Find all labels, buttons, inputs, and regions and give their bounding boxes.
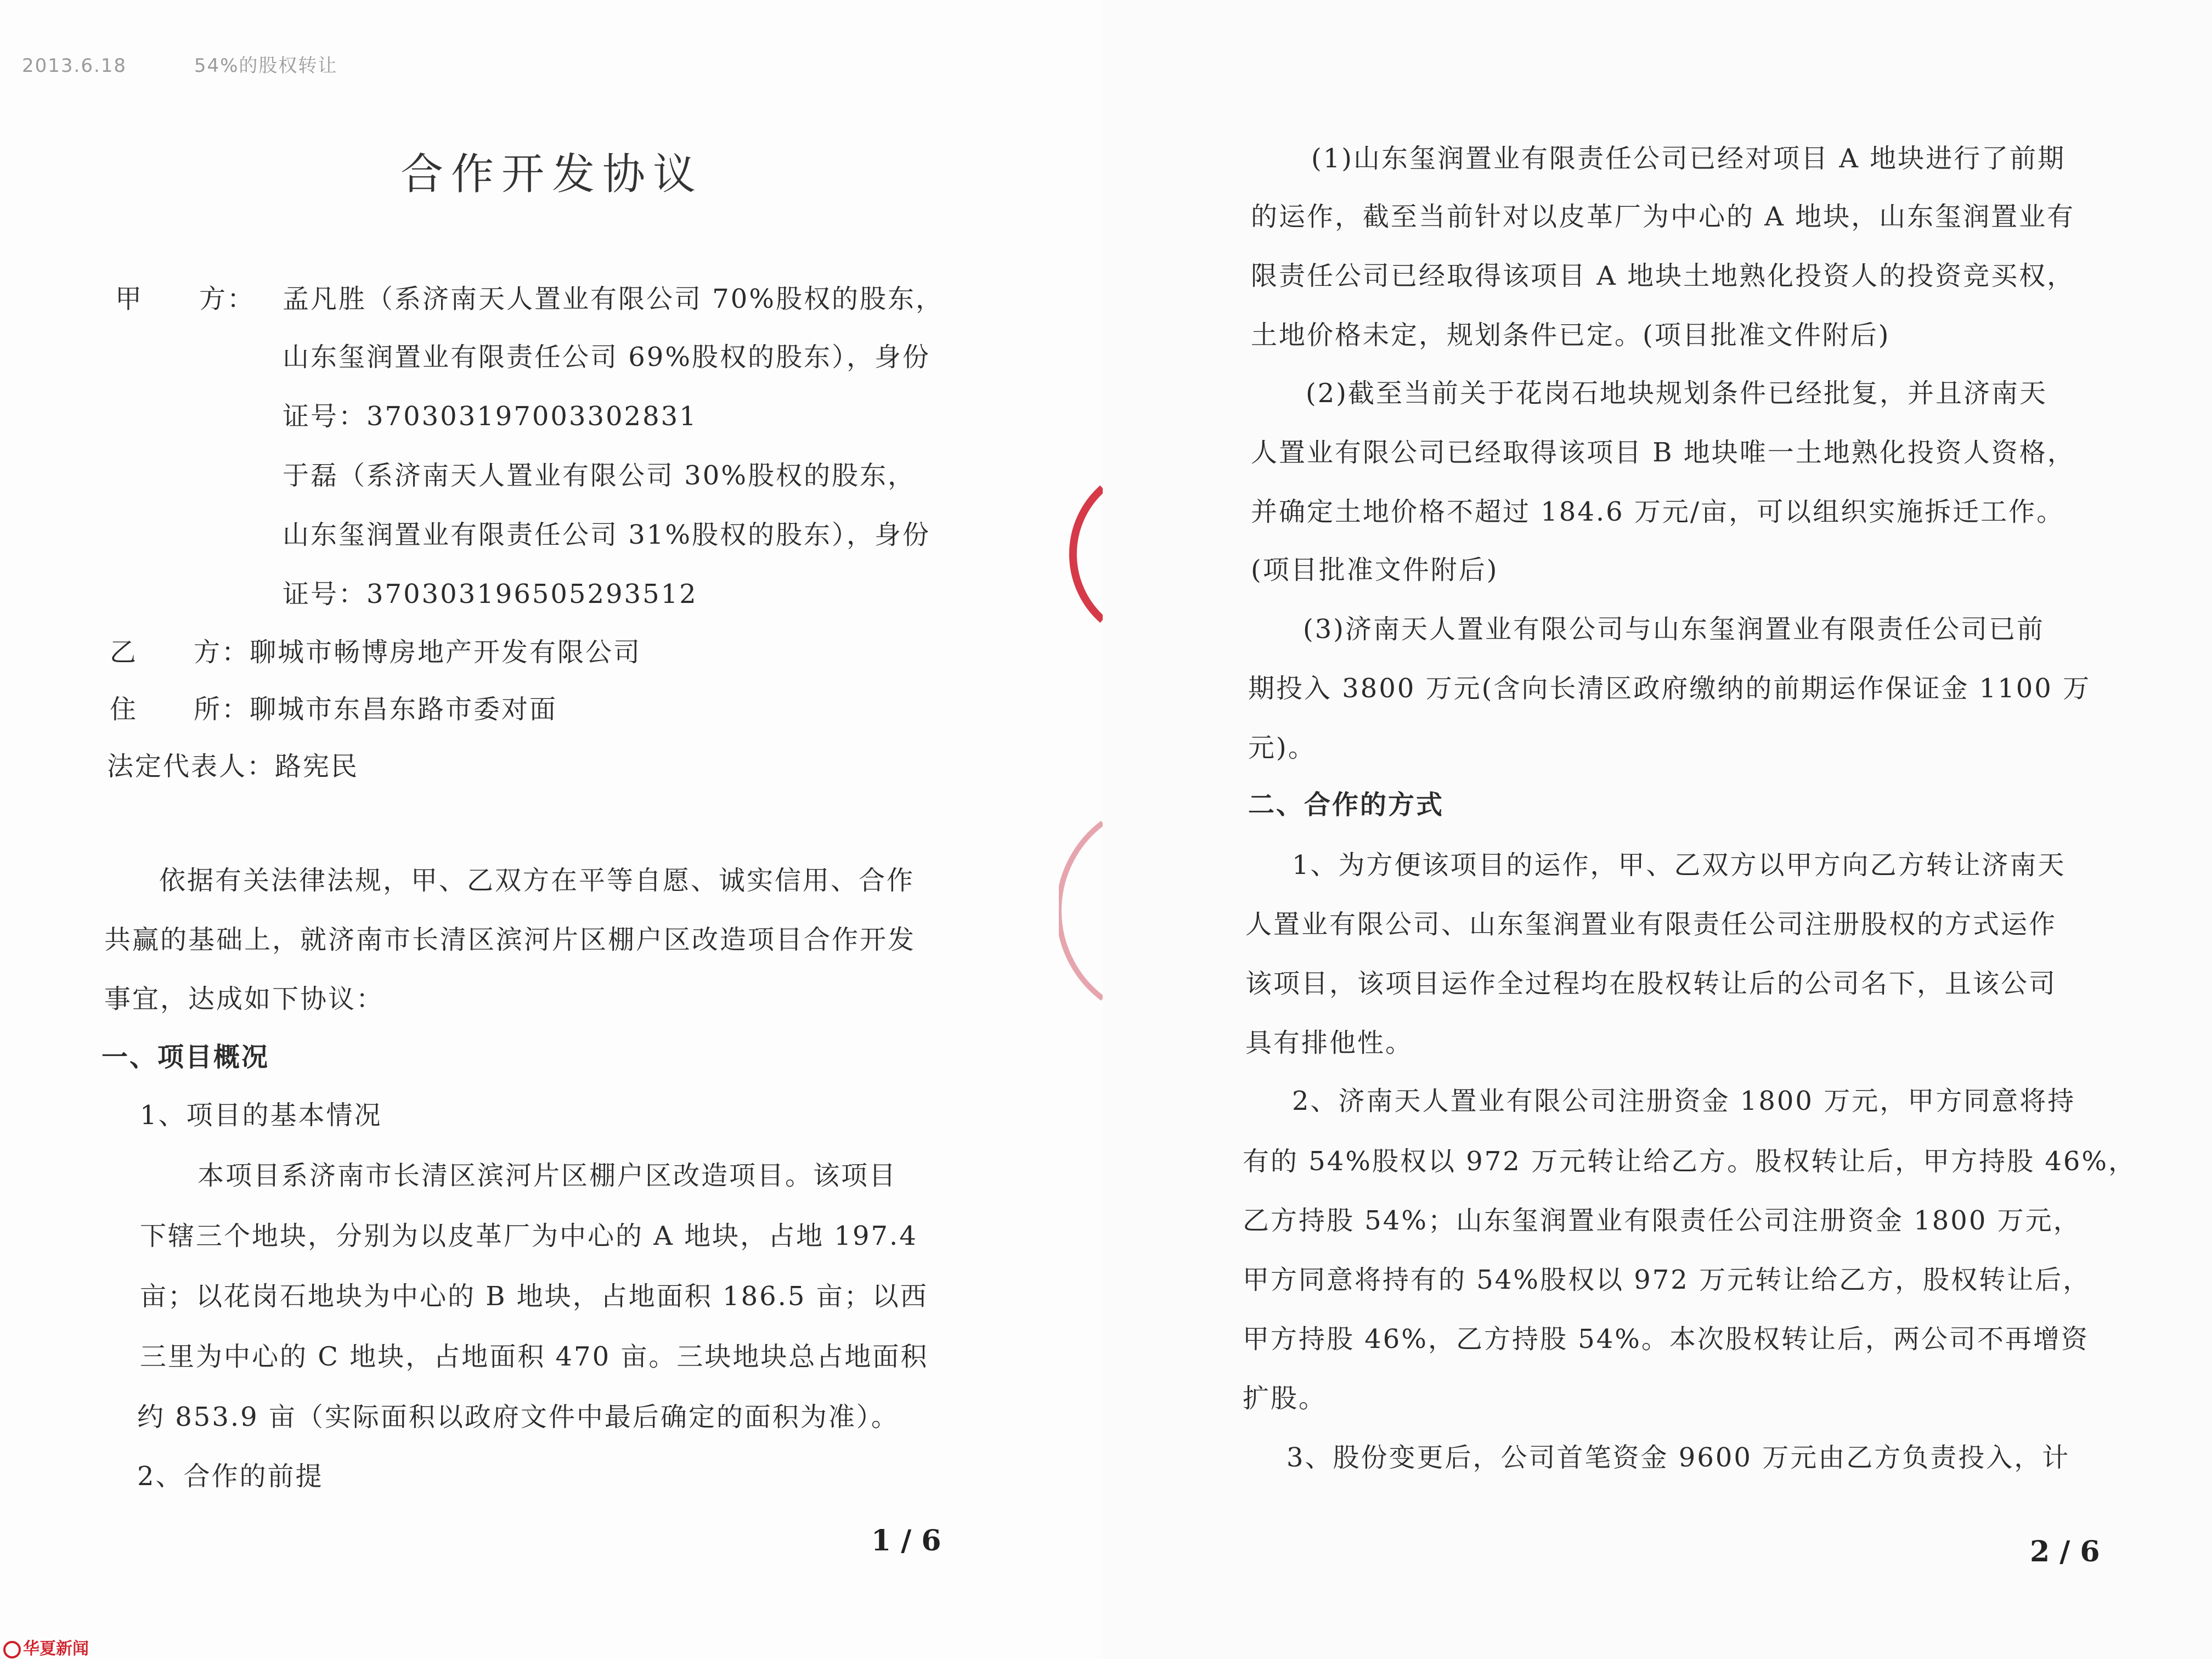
- legal-representative: 法定代表人：路宪民: [107, 751, 359, 782]
- clause-line: 1、为方便该项目的运作，甲、乙双方以甲方向乙方转让济南天: [1292, 850, 2066, 881]
- clause-line: 甲方持股 46%，乙方持股 54%。本次股权转让后，两公司不再增资: [1243, 1324, 2089, 1355]
- item-line: 期投入 3800 万元(含向长清区政府缴纳的前期运作保证金 1100 万: [1248, 673, 2091, 704]
- clause-line: 该项目，该项目运作全过程均在股权转让后的公司名下，且该公司: [1245, 968, 2057, 999]
- party-a-line: 孟凡胜（系济南天人置业有限公司 70%股权的股东，: [283, 284, 944, 314]
- item-line: 人置业有限公司已经取得该项目 B 地块唯一土地熟化投资人资格，: [1251, 437, 2075, 468]
- intro-line: 共赢的基础上，就济南市长清区滨河片区棚户区改造项目合作开发: [104, 924, 916, 955]
- page-1: [0, 0, 1103, 1659]
- document-title: 合作开发协议: [400, 150, 704, 199]
- item-line: 并确定土地价格不超过 184.6 万元/亩，可以组织实施拆迁工作。: [1251, 496, 2065, 527]
- subheading: 2、合作的前提: [137, 1461, 324, 1492]
- paragraph-line: 约 853.9 亩（实际面积以政府文件中最后确定的面积为准）。: [137, 1402, 899, 1432]
- intro-line: 事宜，达成如下协议：: [104, 984, 385, 1014]
- watermark: [3, 1635, 89, 1659]
- item-line: (项目批准文件附后): [1251, 555, 1499, 585]
- handwritten-note: [22, 50, 398, 77]
- clause-line: 甲方同意将持有的 54%股权以 972 万元转让给乙方，股权转让后，: [1243, 1265, 2091, 1295]
- page-number: 2 / 6: [2030, 1535, 2100, 1568]
- address: 住 所：聊城市东昌东路市委对面: [110, 694, 558, 725]
- party-a-line: 于磊（系济南天人置业有限公司 30%股权的股东，: [283, 460, 916, 491]
- party-a-line: 山东玺润置业有限责任公司 69%股权的股东），身份: [283, 342, 930, 373]
- subheading: 1、项目的基本情况: [140, 1100, 382, 1131]
- page-2: [1103, 0, 2212, 1659]
- section-heading: 一、项目概况: [101, 1042, 270, 1073]
- item-line: 限责任公司已经取得该项目 A 地块土地熟化投资人的投资竞买权，: [1251, 261, 2075, 291]
- seal-fragment-icon: [1059, 817, 1108, 1004]
- handwritten-date: 2013.6.18: [22, 55, 127, 77]
- party-a-line: 山东玺润置业有限责任公司 31%股权的股东），身份: [283, 520, 930, 550]
- paragraph-line: 三里为中心的 C 地块，占地面积 470 亩。三块地块总占地面积: [140, 1341, 929, 1372]
- paragraph-line: 下辖三个地块，分别为以皮革厂为中心的 A 地块，占地 197.4: [140, 1221, 918, 1251]
- seal-fragment-icon: [1059, 483, 1108, 625]
- handwritten-remark: 54%的股权转让: [194, 55, 338, 77]
- item-line: 土地价格未定，规划条件已定。(项目批准文件附后): [1251, 320, 1891, 351]
- item-line: 元)。: [1248, 732, 1316, 763]
- section-heading: 二、合作的方式: [1248, 789, 1444, 820]
- watermark-text: 华夏新闻: [23, 1639, 89, 1658]
- item-line: (3)济南天人置业有限公司与山东玺润置业有限责任公司已前: [1303, 614, 2045, 645]
- paragraph-line: 亩；以花岗石地块为中心的 B 地块，占地面积 186.5 亩；以西: [140, 1281, 928, 1312]
- party-a-line: 证号：370303197003302831: [283, 401, 698, 432]
- clause-line: 有的 54%股权以 972 万元转让给乙方。股权转让后，甲方持股 46%，: [1243, 1146, 2137, 1177]
- item-line: (2)截至当前关于花岗石地块规划条件已经批复，并且济南天: [1306, 378, 2047, 409]
- clause-line: 扩股。: [1243, 1383, 1327, 1414]
- intro-line: 依据有关法律法规，甲、乙双方在平等自愿、诚实信用、合作: [159, 865, 915, 896]
- item-line: (1)山东玺润置业有限责任公司已经对项目 A 地块进行了前期: [1311, 143, 2066, 174]
- clause-line: 3、股份变更后，公司首笔资金 9600 万元由乙方负责投入，计: [1286, 1442, 2070, 1473]
- page-number: 1 / 6: [871, 1524, 941, 1558]
- paragraph-line: 本项目系济南市长清区滨河片区棚户区改造项目。该项目: [198, 1160, 898, 1191]
- clause-line: 乙方持股 54%；山东玺润置业有限责任公司注册资金 1800 万元，: [1243, 1205, 2081, 1236]
- item-line: 的运作，截至当前针对以皮革厂为中心的 A 地块，山东玺润置业有: [1251, 201, 2075, 232]
- clause-line: 具有排他性。: [1245, 1028, 1414, 1058]
- party-a-label: 甲 方：: [115, 284, 256, 314]
- party-a-line: 证号：370303196505293512: [283, 579, 698, 610]
- watermark-logo-icon: [3, 1641, 21, 1658]
- clause-line: 人置业有限公司、山东玺润置业有限责任公司注册股权的方式运作: [1245, 909, 2057, 940]
- party-b: 乙 方：聊城市畅博房地产开发有限公司: [110, 637, 642, 668]
- clause-line: 2、济南天人置业有限公司注册资金 1800 万元，甲方同意将持: [1292, 1086, 2076, 1116]
